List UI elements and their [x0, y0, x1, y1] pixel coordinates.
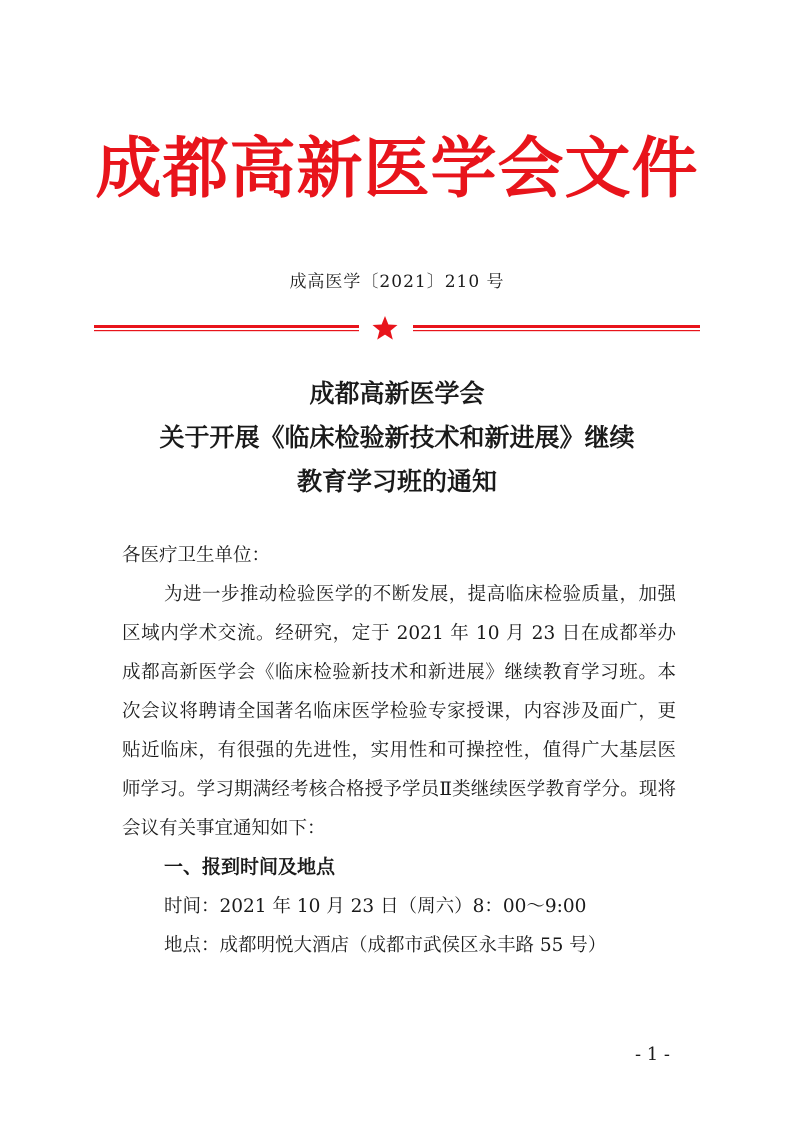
- divider-right-line: [413, 325, 700, 328]
- notice-title: [0, 372, 794, 504]
- divider-right-thin-line: [413, 330, 700, 331]
- title-line-3: 教育学习班的通知: [296, 467, 497, 496]
- divider-left-line: [94, 325, 359, 328]
- registration-time: 时间：2021 年 10 月 23 日（周六）8：00～9:00: [164, 896, 587, 917]
- star-icon: [373, 316, 398, 340]
- document-number: 成高医学〔2021〕210 号: [289, 272, 505, 292]
- divider-left-thin-line: [94, 330, 359, 331]
- red-divider: [94, 314, 700, 342]
- title-line-2: 关于开展《临床检验新技术和新进展》继续: [159, 423, 635, 452]
- intro-paragraph: 为进一步推动检验医学的不断发展，提高临床检验质量，加强区域内学术交流。经研究，定于 2021 年 10 月 23 日在成都举办成都高新医学会《临床检验新技术和新进展》继续教育学习班。本次会议将聘请全国著名临床医学检验专家授课，内容涉及面广，更贴近临床，有很强的先进性，实用性和可操控性，值得广大基层医师学习。学习期满经考核合格授予学员Ⅱ类继续医学教育学分。现将会议有关事宜通知如下：: [122, 584, 676, 839]
- registration-location: 地点：成都明悦大酒店（成都市武侯区永丰路 55 号）: [164, 935, 607, 956]
- salutation: 各医疗卫生单位：: [122, 545, 271, 566]
- page-number: - 1 -: [634, 1044, 670, 1065]
- section-heading-registration: 一、报到时间及地点: [164, 856, 336, 878]
- title-line-1: 成都高新医学会: [309, 379, 485, 408]
- document-masthead: 成都高新医学会文件: [95, 129, 699, 207]
- notice-body: [122, 536, 676, 965]
